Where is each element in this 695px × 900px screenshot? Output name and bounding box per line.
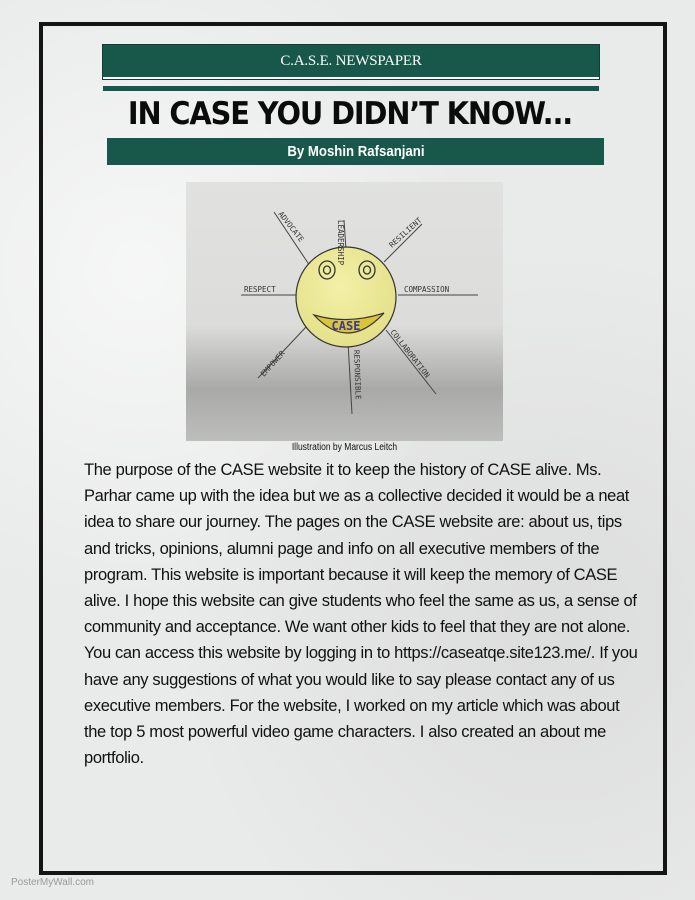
sun-center-label: CASE <box>331 319 361 333</box>
ray-label: LEADERSHIP <box>336 220 345 266</box>
masthead-rule <box>103 86 599 91</box>
watermark: PosterMyWall.com <box>11 877 94 888</box>
headline: IN CASE YOU DIDN’T KNOW... <box>127 96 573 132</box>
byline-bar <box>107 138 604 165</box>
masthead-bar <box>103 45 599 79</box>
ray-label: RESILIENT <box>387 215 424 250</box>
byline: By Moshin Rafsanjani <box>286 143 425 160</box>
sun-illustration <box>186 182 503 441</box>
sun-sketch <box>186 182 503 441</box>
ray-label: RESPECT <box>244 285 276 294</box>
ray-label: COMPASSION <box>404 285 450 294</box>
article-body: The purpose of the CASE website it to keep the history of CASE alive. Ms. Parhar came up with the idea but we as a collective decided it would be a neat idea to share our journey. The pages on the CASE website are: about us, tips and tricks, opinions, alumni page and info on all executive members of the program. This website is important because it will keep the memory of CASE alive. I hope this website can give students who feel the same as us, a sense of community and acceptance. We want other kids to feel that they are not alone. You can access this website by logging in to https://caseatqe.site123.me/. If you have any suggestions of what you would like to say please contact any of us executive members. For the website, I worked on my article which was about the top 5 most powerful video game characters. I also created an about me portfolio. <box>84 461 638 768</box>
ray-label: RESPONSIBLE <box>352 349 363 400</box>
ray-label: EMPOWER <box>258 348 287 379</box>
masthead-title: C.A.S.E. NEWSPAPER <box>280 52 422 69</box>
ray-label: ADVOCATE <box>276 209 306 244</box>
illustration-caption: Illustration by Marcus Leitch <box>291 442 398 453</box>
ray-label: COLLABORATION <box>388 327 432 380</box>
